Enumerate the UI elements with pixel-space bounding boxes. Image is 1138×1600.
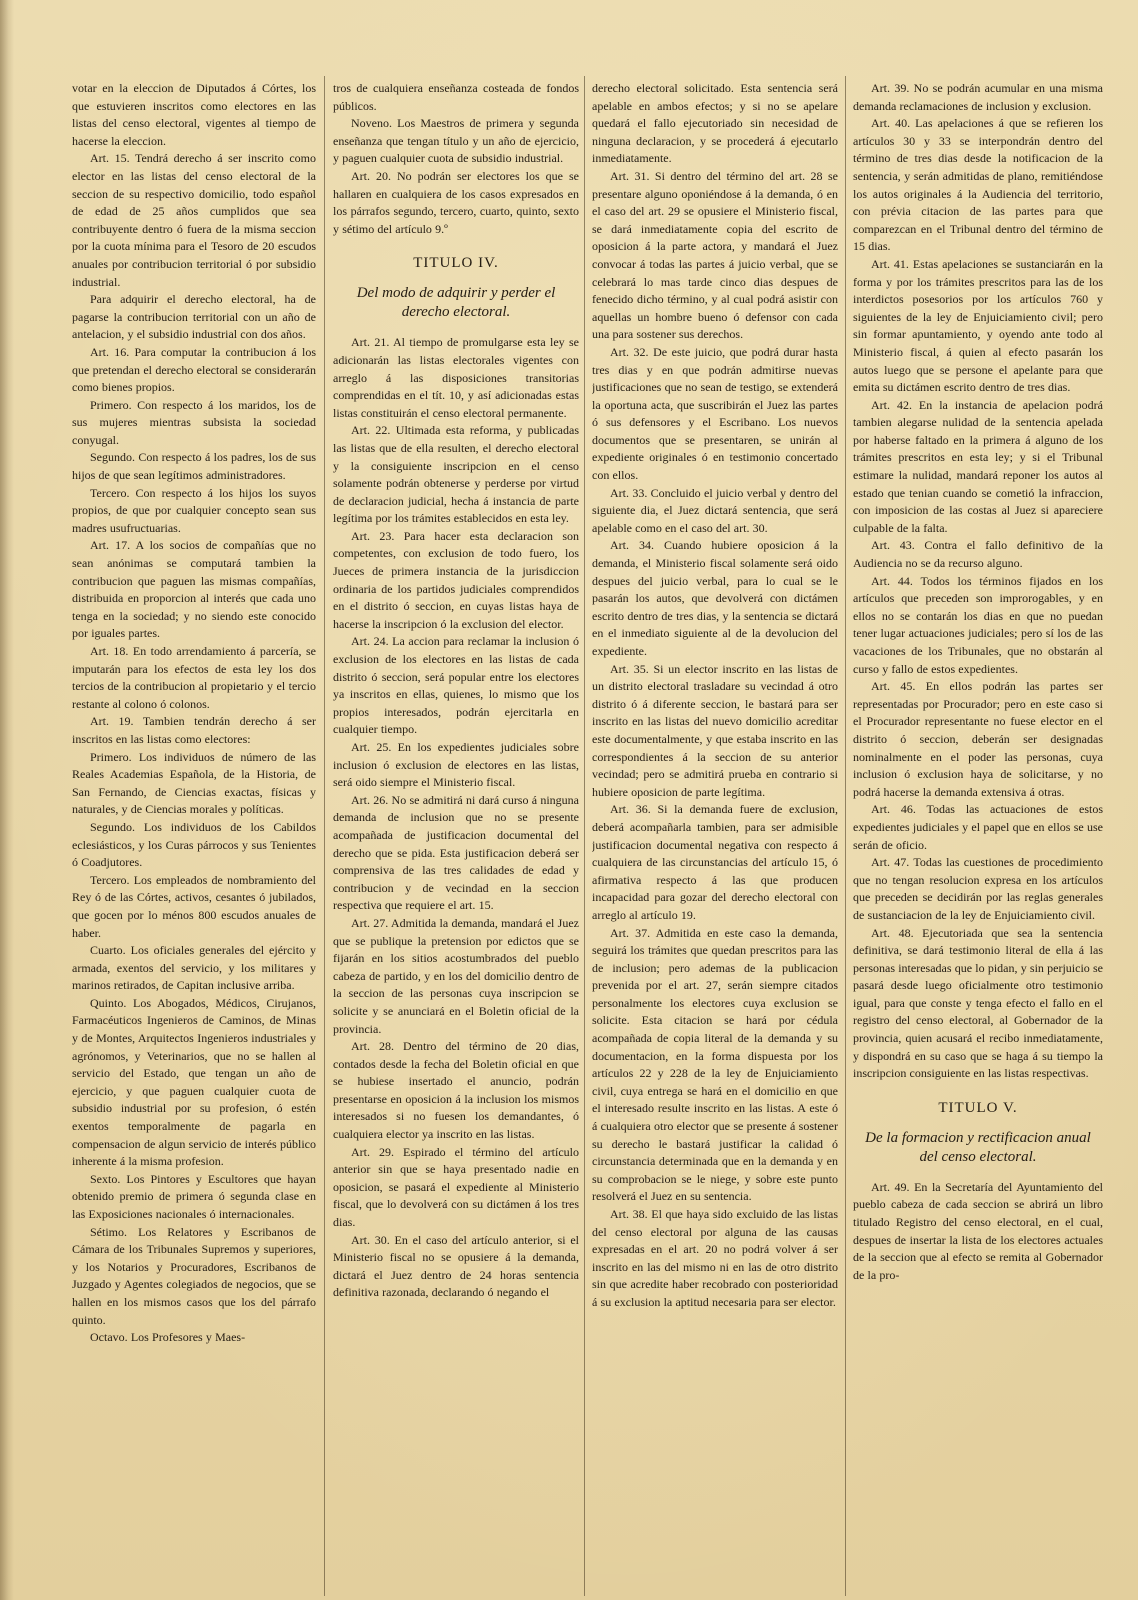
- column-rule: [845, 76, 846, 1596]
- text-column-1: [72, 80, 316, 1590]
- article-paragraph: Art. 34. Cuando hubiere oposicion á la demanda, el Ministerio fiscal solamente será oido despues del juicio verbal, para lo cual se le pasarán los autos, que devolverá con dictámen escrito dentro de tres dias, y la sentencia se dictará en el inmediato siguiente al de la devolucion del expediente.: [592, 538, 838, 658]
- article-paragraph: Art. 39. No se podrán acumular en una misma demanda reclamaciones de inclusion y exclusion.: [853, 81, 1103, 113]
- article-paragraph: Primero. Los individuos de número de las Reales Academias Española, de la Historia, de San Fernando, de Ciencias exactas, físicas y naturales, y de Ciencias morales y políticas.: [72, 749, 316, 817]
- column-rule: [584, 76, 585, 1596]
- article-paragraph: Art. 29. Espirado el término del artículo anterior sin que se haya presentado nadie en oposicion, se pasará el expediente al Ministerio fiscal, que lo devolverá con su dictámen á los tres dias.: [333, 1144, 579, 1230]
- article-paragraph: Art. 19. Tambien tendrán derecho á ser inscritos en las listas como electores:: [72, 714, 316, 746]
- article-paragraph: Art. 31. Si dentro del término del art. 28 se presentare alguno oponiéndose á la demanda, ó en el caso del art. 29 se opusiere el Ministerio fiscal, se dará inmediatamente copia del escrito de oposicion á la parte actora, y mandará el Juez convocar á todas las partes á juicio verbal, que se celebrará lo mas tarde cinco dias despues de fenecido dicho término, y al cual podrá asistir con aquellas un hombre bueno ó defensor con cada una para sostener sus derechos.: [592, 168, 838, 342]
- article-paragraph: Octavo. Los Profesores y Maes-: [90, 1330, 246, 1345]
- article-paragraph: Art. 49. En la Secretaría del Ayuntamiento del pueblo cabeza de cada seccion se abrirá un libro titulado Registro del censo electoral, en el cual, despues de insertar la lista de los electores actuales de la seccion que al efecto se remita al Gobernador de la pro-: [853, 1179, 1103, 1282]
- article-paragraph: Art. 48. Ejecutoriada que sea la sentencia definitiva, se dará testimonio literal de ella á las personas interesadas que lo pidan, y sin perjuicio se pasará desde luego oficialmente otro testimonio igual, para que conste y tenga efecto el fallo en el registro del censo electoral, al Gobernador de la provincia, quien acusará el recibo inmediatamente, y dispondrá en su caso que se haga á su tiempo la inscripcion consiguiente en las listas respectivas.: [853, 925, 1103, 1081]
- article-paragraph: Art. 35. Si un elector inscrito en las listas de un distrito electoral trasladare su vecindad á otro distrito ó á diferente seccion, le bastará para ser inscrito en las listas del nuevo domicilio acreditar este documentalmente, y que estaba inscrito en las correspondientes á la seccion de su anterior vecindad; pero se admitirá prueba en contrario si hubiere oposicion de parte legítima.: [592, 661, 838, 799]
- article-paragraph: Art. 36. Si la demanda fuere de exclusion, deberá acompañarla tambien, para ser admisible justificacion documental negativa con respecto á cualquiera de las circunstancias del artículo 15, ó afirmativa respecto á las que producen incapacidad para gozar del derecho electoral con arreglo al artículo 19.: [592, 802, 838, 922]
- article-paragraph: Noveno. Los Maestros de primera y segunda enseñanza que tengan título y un año de ejercicio, y paguen cualquier cuota de subsidio industrial.: [333, 116, 579, 166]
- article-paragraph: Quinto. Los Abogados, Médicos, Cirujanos, Farmacéuticos Ingenieros de Caminos, de Minas y de Montes, Arquitectos Ingenieros industriales y agrónomos, y Veterinarios, que no se hallen al servicio del Estado, que tengan un año de ejercicio, y que paguen cualquier cuota de subsidio industrial por su profesion, ó estén exentos temporalmente de pagarla en compensacion de algun servicio de interés público inherente á la misma profesion.: [72, 995, 316, 1169]
- section-title: TITULO V.: [938, 1099, 1018, 1116]
- article-paragraph: Segundo. Los individuos de los Cabildos eclesiásticos, y los Curas párrocos y sus Tenientes ó Coadjutores.: [72, 819, 316, 870]
- article-paragraph: Art. 33. Concluido el juicio verbal y dentro del siguiente dia, el Juez dictará sentencia, que será apelable como en el caso del art. 30.: [592, 485, 838, 535]
- article-paragraph: Art. 28. Dentro del término de 20 dias, contados desde la fecha del Boletin oficial en que se hubiese insertado el anuncio, podrán presentarse en oposicion á la inclusion los mismos interesados si no fuesen los demandantes, ó cualquiera elector ya inscrito en las listas.: [333, 1039, 579, 1142]
- article-paragraph: Primero. Con respecto á los maridos, los de sus mujeres mientras subsista la sociedad conyugal.: [72, 397, 316, 447]
- article-paragraph: votar en la eleccion de Diputados á Córtes, los que estuvieren inscritos como electores en las listas del censo electoral, vigentes al tiempo de hacerse la eleccion.: [72, 81, 316, 148]
- article-paragraph: Art. 20. No podrán ser electores los que se hallaren en cualquiera de los casos expresados en los párrafos segundo, tercero, cuarto, quinto, sexto y sétimo del artículo 9.º: [333, 168, 579, 236]
- article-paragraph: Art. 18. En todo arrendamiento á parcería, se imputarán para los efectos de esta ley los dos tercios de la contribucion al propietario y el tercio restante al colono ó colonos.: [72, 644, 316, 711]
- article-paragraph: Art. 30. En el caso del artículo anterior, si el Ministerio fiscal no se opusiere á la demanda, dictará el Juez dentro de 24 horas sentencia definitiva razonada, declarando ó negando el: [333, 1232, 579, 1300]
- article-paragraph: tros de cualquiera enseñanza costeada de fondos públicos.: [333, 81, 579, 113]
- article-paragraph: Art. 27. Admitida la demanda, mandará el Juez que se publique la pretension por edictos que se fijarán en los sitios acostumbrados del pueblo cabeza de partido, y en los del domicilio dentro de la seccion de las personas cuya inscripcion se solicite y se anunciará en el Boletin oficial de la provincia.: [333, 915, 579, 1036]
- text-column-3: [592, 80, 838, 1590]
- article-paragraph: Tercero. Los empleados de nombramiento del Rey ó de las Córtes, activos, cesantes ó jubilados, que gocen por lo ménos 800 escudos anuales de haber.: [72, 872, 316, 940]
- article-paragraph: Cuarto. Los oficiales generales del ejército y armada, exentos del servicio, y los militares y marinos retirados, de Capitan inclusive arriba.: [72, 943, 316, 993]
- section-subtitle: Del modo de adquirir y perder el derecho electoral.: [356, 285, 556, 321]
- article-paragraph: Tercero. Con respecto á los hijos los suyos propios, de que por cualquier concepto sean sus madres usufructuarias.: [72, 485, 316, 535]
- article-paragraph: Sexto. Los Pintores y Escultores que hayan obtenido premio de primera ó segunda clase en las Exposiciones nacionales ó internacionales.: [72, 1171, 316, 1221]
- article-paragraph: Art. 25. En los expedientes judiciales sobre inclusion ó exclusion de electores en las listas, será oido siempre el Ministerio fiscal.: [333, 740, 579, 790]
- article-paragraph: Art. 43. Contra el fallo definitivo de la Audiencia no se da recurso alguno.: [853, 538, 1103, 571]
- article-paragraph: Art. 21. Al tiempo de promulgarse esta ley se adicionarán las listas electorales vigentes con arreglo á las disposiciones transitorias comprendidas en el tít. 10, y así adicionadas estas listas constituirán el censo electoral permanente.: [333, 335, 579, 420]
- article-paragraph: Sétimo. Los Relatores y Escribanos de Cámara de los Tribunales Supremos y superiores, y los Notarios y Procuradores, Escribanos de Juzgado y Agentes colegiados de negocios, que se hallen en los mismos casos que los del párrafo quinto.: [72, 1224, 316, 1327]
- section-title: TITULO IV.: [413, 255, 499, 272]
- article-paragraph: Art. 47. Todas las cuestiones de procedimiento que no tengan resolucion expresa en los artículos que preceden se decidirán por las reglas generales de sustanciacion de la ley de Enjuiciamiento civil.: [853, 855, 1103, 922]
- article-paragraph: Art. 22. Ultimada esta reforma, y publicadas las listas que de ella resulten, el derecho electoral y la consiguiente inscripcion en el censo solamente podrán obtenerse y perderse por virtud de declaracion judicial, hecha á instancia de parte legítima por los trámites establecidos en esta ley.: [333, 423, 579, 526]
- article-paragraph: Art. 44. Todos los términos fijados en los artículos que preceden son improrogables, y en ellos no se contarán los dias en que no puedan tener lugar actuaciones judiciales; pero sí los de las vacaciones de los Tribunales, que no obstarán al curso y fallo de estos expedientes.: [853, 573, 1103, 676]
- article-paragraph: Para adquirir el derecho electoral, ha de pagarse la contribucion territorial con un año de antelacion, y el subsidio industrial con dos años.: [72, 292, 316, 342]
- article-paragraph: Art. 38. El que haya sido excluido de las listas del censo electoral por alguna de las causas expresadas en el art. 20 no podrá volver á ser inscrito en las del mismo ni en las de otro distrito sin que acredite haber recobrado con posterioridad á su exclusion la aptitud necesaria para ser elector.: [592, 1207, 838, 1309]
- article-paragraph: Art. 17. A los socios de compañías que no sean anónimas se computará tambien la contribucion que paguen las mismas compañías, distribuida en proporcion al interés que cada uno tenga en la sociedad; y no siendo este conocido por iguales partes.: [72, 538, 316, 641]
- article-paragraph: Art. 32. De este juicio, que podrá durar hasta tres dias y en que podrán admitirse nuevas justificaciones que no sean de testigo, se extenderá la oportuna acta, que suscribirán el Juez las partes ó sus defensores y el Escribano. Los nuevos documentos que se presentaren, se unirán al expediente originales ó en testimonio concertado con ellos.: [592, 344, 838, 483]
- article-paragraph: Art. 42. En la instancia de apelacion podrá tambien alegarse nulidad de la sentencia apelada por haberse faltado en la primera á alguno de los trámites prescritos en esta ley; y si el Tribunal estimare la nulidad, mandará reponer los autos al estado que tenian cuando se cometió la infraccion, con imposicion de las costas al Juez si apareciere culpable de la falta.: [853, 397, 1103, 535]
- article-paragraph: Art. 26. No se admitirá ni dará curso á ninguna demanda de inclusion que no se presente acompañada de justificacion documental del derecho que se pida. Esta justificacion deberá ser comprensiva de las tres calidades de edad y contribucion y de vecindad en la seccion respectiva que requiere el art. 15.: [333, 792, 579, 913]
- article-paragraph: Art. 41. Estas apelaciones se sustanciarán en la forma y por los trámites prescritos para las de los interdictos posesorios por los artículos 760 y siguientes de la ley de Enjuiciamiento civil; pero sin formar apuntamiento, y oyendo ante todo al Ministerio fiscal, á quien al efecto pasarán los autos luego que se persone el apelante para que emita su dictámen escrito dentro de tres dias.: [853, 256, 1103, 395]
- article-paragraph: Art. 16. Para computar la contribucion á los que pretendan el derecho electoral se considerarán como bienes propios.: [72, 344, 316, 395]
- section-subtitle: De la formacion y rectificacion anual del censo electoral.: [865, 1129, 1091, 1165]
- article-paragraph: Art. 24. La accion para reclamar la inclusion ó exclusion de los electores en las listas de cada distrito ó seccion, será popular entre los electores ya inscritos en ellas, quienes, lo mismo que los propios interesados, podrán ejercitarla en cualquier tiempo.: [333, 634, 579, 737]
- article-paragraph: derecho electoral solicitado. Esta sentencia será apelable en ambos efectos; y si no se apelare quedará el fallo ejecutoriado sin necesidad de ninguna declaracion, y se procederá á ejecutarlo inmediatamente.: [592, 81, 838, 166]
- page-edge: [0, 0, 14, 1600]
- article-paragraph: Art. 37. Admitida en este caso la demanda, seguirá los trámites que quedan prescritos para las de inclusion; pero ademas de la publicacion prevenida por el art. 27, serán siempre citados personalmente los electores cuya exclusion se solicite. Esta citacion se hará por cédula acompañada de copia literal de la demanda y su documentacion, en la forma dispuesta por los artículos 22 y 228 de la ley de Enjuiciamiento civil, cuya entrega se hará en el domicilio en que el interesado resulte inscrito en las listas. A este ó á cualquiera otro elector que se presente á sostener su derecho le bastará justificar la calidad ó circunstancia determinada que en la demanda y en su comprobacion se le niege, y sobre este punto resolverá el Juez en su sentencia.: [592, 925, 838, 1204]
- article-paragraph: Art. 23. Para hacer esta declaracion son competentes, con exclusion de todo fuero, los Jueces de primera instancia de la jurisdiccion ordinaria de los partidos judiciales comprendidos en el distrito ó seccion, en cuyas listas haya de hacerse la inscripcion ó la exclusion del elector.: [333, 528, 579, 631]
- column-rule: [324, 76, 325, 1596]
- article-paragraph: Art. 40. Las apelaciones á que se refieren los artículos 30 y 33 se interpondrán dentro del término de tres dias desde la notificacion de la sentencia, y serán admitidas de plano, remitiéndose los autos originales á la Audiencia del territorio, con prévia citacion de las partes para que comparezcan en el Tribunal dentro del término de 15 dias.: [853, 116, 1103, 254]
- article-paragraph: Art. 46. Todas las actuaciones de estos expedientes judiciales y el papel que en ellos se use serán de oficio.: [853, 802, 1103, 852]
- text-column-2: [333, 80, 579, 1590]
- article-paragraph: Segundo. Con respecto á los padres, los de sus hijos de que sean legítimos administradores.: [72, 450, 316, 483]
- article-paragraph: Art. 15. Tendrá derecho á ser inscrito como elector en las listas del censo electoral de la seccion de su respectivo domicilio, todo español de edad de 25 años cumplidos que sea contribuyente dentro ó fuera de la misma seccion por la cuota mínima para el Tesoro de 20 escudos anuales por contribucion territorial ó por subsidio industrial.: [72, 151, 316, 289]
- article-paragraph: Art. 45. En ellos podrán las partes ser representadas por Procurador; pero en este caso si el Procurador representante no fuese elector en el distrito ó seccion, deberán ser designadas nominalmente en el poder las personas, cuya inclusion ó exclusion haya de solicitarse, y no podrá hacerse la demanda extensiva á otras.: [853, 679, 1103, 799]
- text-column-4: [853, 80, 1103, 1590]
